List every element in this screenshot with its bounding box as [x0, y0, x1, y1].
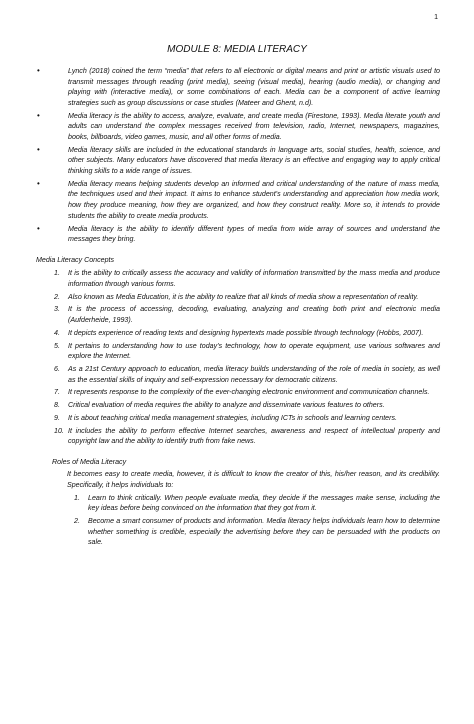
item-number: 3.: [54, 305, 60, 314]
concept-item: [36, 328, 440, 339]
concept-item: [36, 400, 440, 411]
bullet-item: • Media literacy is the ability to access, analyze, evaluate, and create media (Firestone, 1993). Media literate youth and adults can understand the complex messages received from television, radio, Internet, newspapers, magazines, books, billboards, video games, music, and all other forms of media.: [36, 111, 440, 143]
concept-item: [36, 413, 440, 424]
concept-item: [36, 341, 440, 362]
item-number: 8.: [54, 401, 60, 410]
role-item: [36, 493, 440, 514]
bullet-item: • Media literacy means helping students develop an informed and critical understanding of the nature of mass media, the techniques used and their impact. It aims to enhance student’s understanding and appreciation how media work, how they produce meaning, how they are organized, and how they construct reality. More so, it intends to provide students the ability to create media products.: [36, 179, 440, 221]
item-text: It includes the ability to perform effective Internet searches, awareness and respect of intellectual property and copyright law and the ability to identify truth from fake news.: [68, 426, 440, 446]
concept-item: [36, 304, 440, 325]
item-number: 5.: [54, 341, 60, 350]
bullet-item: • Lynch (2018) coined the term “media” that refers to all electronic or digital means and print or artistic visuals used to transmit messages through reading (print media), seeing (visual media), hearing (audio media), or changing and playing with (interactive media), or some combinations of each. Media can be a component of active learning strategies such as group discussions or case studies (Mateer and Ghent, n.d).: [36, 66, 440, 108]
roles-intro: It becomes easy to create media, however, it is difficult to know the creator of this, his/her reason, and its credibility. Specifically, it helps individuals to:: [67, 470, 440, 490]
item-number: 9.: [54, 413, 60, 422]
concept-item: [36, 387, 440, 398]
item-text: It is about teaching critical media management strategies, including ICTs in schools and learning centers.: [68, 413, 397, 422]
item-text: It pertains to understanding how to use today’s technology, how to operate equipment, use various softwares and explore the Internet.: [68, 341, 440, 361]
concept-item: [36, 268, 440, 289]
concept-item: [36, 292, 440, 303]
item-number: 6.: [54, 364, 60, 373]
item-text: It represents response to the complexity of the ever-changing electronic environment and communication channels.: [68, 388, 430, 397]
item-number: 1.: [74, 493, 80, 502]
page-title: MODULE 8: MEDIA LITERACY: [167, 44, 307, 55]
document-body: [36, 66, 440, 550]
page-number: 1: [434, 14, 438, 21]
role-item: [36, 516, 440, 548]
item-text: It is the ability to critically assess the accuracy and validity of information transmitted by the mass media and produce information through various forms.: [68, 269, 440, 288]
item-text: It depicts experience of reading texts and designing hypertexts made possible through technology (Hobbs, 2007).: [68, 328, 424, 337]
item-text: It is the process of accessing, decoding, evaluating, analyzing and creating both print and electronic media (Aufderheide, 1993).: [68, 305, 440, 325]
item-number: 2.: [74, 517, 80, 526]
concepts-heading: Media Literacy Concepts: [36, 255, 115, 264]
concept-item: [36, 426, 440, 447]
concept-item: [36, 364, 440, 385]
item-number: 7.: [54, 388, 60, 397]
item-text: Learn to think critically. When people evaluate media, they decide if the messages make sense, including the key ideas before being convinced on the information that they got from it.: [88, 493, 440, 513]
item-text: As a 21st Century approach to education, media literacy builds understanding of the role of media in society, as well as the essential skills of inquiry and self-expression necessary for democratic citizens.: [68, 364, 440, 384]
bullet-item: • Media literacy is the ability to identify different types of media from wide array of sources and understand the messages they bring.: [36, 224, 440, 245]
intro-bullet-list: [36, 66, 440, 245]
item-text: Critical evaluation of media requires the ability to analyze and disseminate various features to others.: [68, 401, 385, 410]
item-number: 1.: [54, 269, 60, 278]
item-number: 10.: [54, 426, 64, 435]
item-text: Also known as Media Education, it is the ability to realize that all kinds of media show a representation of reality.: [68, 292, 419, 301]
item-text: Become a smart consumer of products and information. Media literacy helps individuals learn how to determine whether something is credible, especially the advertising before they can be persuaded with the products on sale.: [88, 517, 440, 547]
bullet-item: • Media literacy skills are included in the educational standards in language arts, social studies, health, science, and other subjects. Many educators have discovered that media literacy is an effective and engaging way to apply critical thinking skills to a wide range of issues.: [36, 145, 440, 177]
roles-list: [36, 493, 440, 548]
concepts-list: [36, 268, 440, 447]
item-number: 2.: [54, 292, 60, 301]
roles-heading: Roles of Media Literacy: [52, 457, 127, 466]
item-number: 4.: [54, 328, 60, 337]
